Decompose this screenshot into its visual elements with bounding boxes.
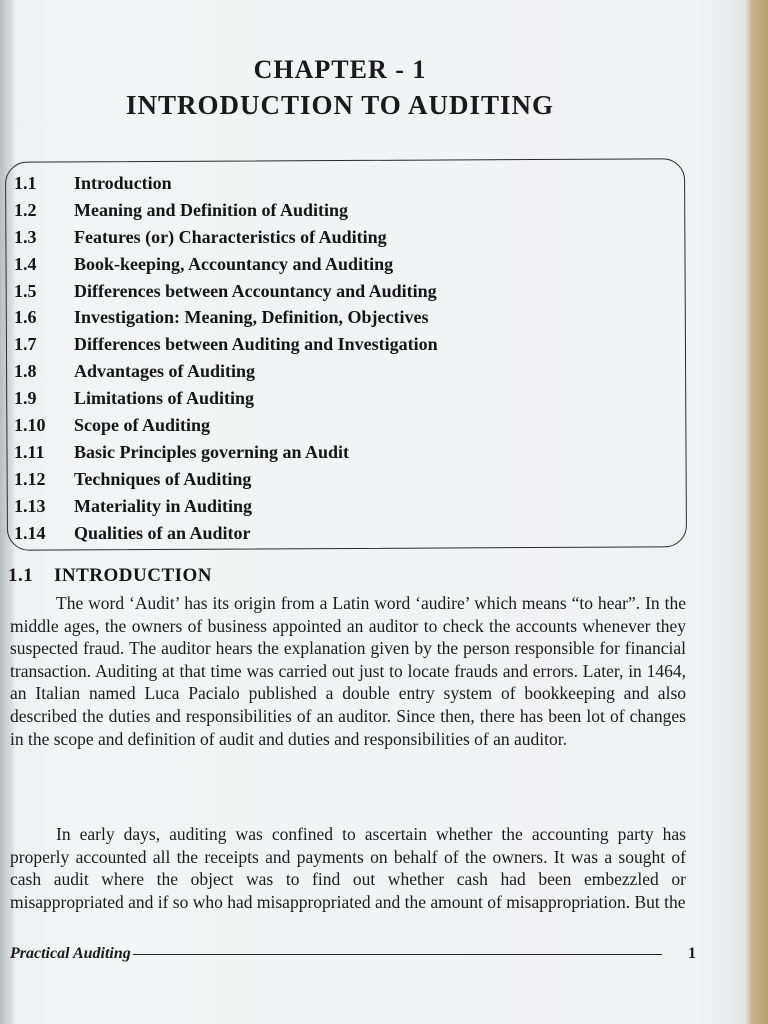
contents-item-title: Investigation: Meaning, Definition, Objectives (74, 307, 429, 328)
contents-item (14, 331, 674, 358)
contents-item-number: 1.3 (14, 226, 37, 247)
contents-item-number: 1.12 (14, 468, 46, 489)
contents-item-title: Meaning and Definition of Auditing (74, 199, 349, 220)
contents-item (14, 412, 674, 439)
section-number: 1.1 (8, 565, 34, 586)
contents-item-number: 1.7 (14, 334, 37, 355)
contents-item-number: 1.11 (14, 441, 45, 462)
contents-item (14, 358, 674, 385)
contents-item-title: Qualities of an Auditor (74, 522, 251, 543)
contents-item-title: Differences between Accountancy and Auditing (74, 280, 437, 301)
contents-item-number: 1.10 (14, 415, 46, 436)
contents-item-number: 1.4 (14, 253, 37, 274)
page-footer (10, 943, 696, 965)
paragraph: In early days, auditing was confined to ascertain whether the accounting party has properly accounted all the receipts and payments on behalf of the owners. It was a sought of cash audit where the object was to find out whether cash had been embezzled or misappropriated and if so who had misappropriated and the amount of misappropriation. But the (10, 824, 686, 912)
contents-item-title: Limitations of Auditing (74, 388, 255, 409)
contents-item-title: Advantages of Auditing (74, 361, 256, 382)
contents-item (14, 385, 674, 412)
contents-item-title: Scope of Auditing (74, 415, 211, 436)
contents-item (14, 439, 674, 466)
contents-item (14, 493, 674, 520)
paragraph: The word ‘Audit’ has its origin from a Latin word ‘audire’ which means “to hear”. In the middle ages, the owners of business appointed an auditor to check the accounts whenever they suspected fraud. The auditor hears the explanation given by the person responsible for financial transaction. Auditing at that time was carried out just to locate frauds and errors. Later, in 1464, an Italian named Luca Pacialo published a double entry system of bookkeeping and also described the duties and responsibilities of an auditor. Since then, there has been lot of changes in the scope and definition of audit and duties and responsibilities of an auditor. (10, 593, 686, 749)
contents-item (14, 251, 674, 278)
contents-item (14, 197, 674, 224)
page-number: 1 (688, 945, 696, 962)
contents-item-number: 1.14 (14, 522, 46, 543)
contents-item (14, 466, 674, 493)
contents-item-title: Book-keeping, Accountancy and Auditing (74, 253, 394, 274)
contents-item-number: 1.9 (14, 388, 37, 409)
contents-item-title: Materiality in Auditing (74, 495, 253, 516)
footer-rule (133, 954, 662, 955)
contents-list (14, 170, 674, 546)
contents-item-number: 1.6 (14, 307, 37, 328)
section-title: INTRODUCTION (54, 565, 213, 586)
contents-item-number: 1.13 (14, 495, 46, 516)
section-heading (8, 565, 212, 587)
contents-item (14, 170, 674, 197)
book-title: Practical Auditing (10, 945, 131, 962)
contents-item-title: Introduction (74, 173, 172, 193)
contents-item-number: 1.1 (14, 173, 37, 193)
contents-item-number: 1.5 (14, 280, 37, 301)
contents-item-title: Techniques of Auditing (74, 468, 252, 489)
contents-item-number: 1.8 (14, 361, 37, 382)
contents-item-title: Differences between Auditing and Investigation (74, 334, 438, 355)
contents-item-title: Basic Principles governing an Audit (74, 441, 350, 462)
contents-item (14, 278, 674, 305)
contents-item (14, 304, 674, 331)
contents-item (14, 520, 674, 547)
contents-item (14, 224, 674, 251)
contents-item-number: 1.2 (14, 199, 37, 220)
chapter-title: INTRODUCTION TO AUDITING (125, 90, 555, 120)
contents-item-title: Features (or) Characteristics of Auditing (74, 226, 387, 247)
chapter-number: CHAPTER - 1 (253, 55, 427, 84)
